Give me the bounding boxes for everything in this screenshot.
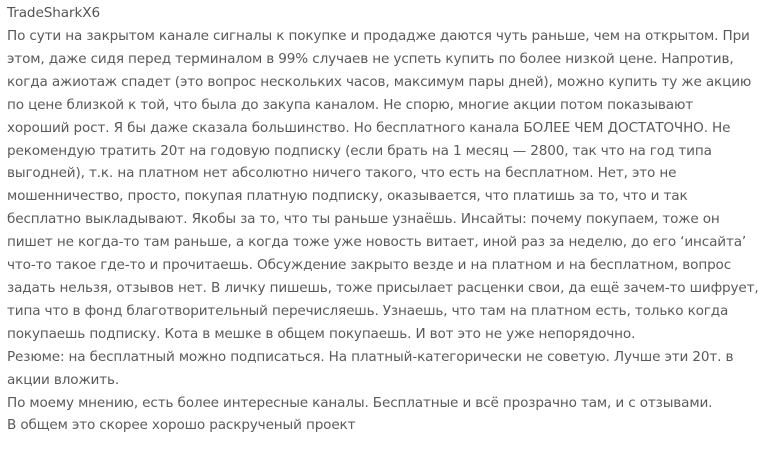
comment-body <box>7 25 759 437</box>
comment-paragraph: В общем это скорее хорошо раскрученый проект <box>7 417 356 434</box>
comment <box>7 2 759 437</box>
comment-paragraph: По сути на закрытом канале сигналы к покупке и продадже даются чуть раньше, чем на открытом. При этом, даже сидя перед терминалом в 99% случаев не успеть купить по более низкой цене. Напротив, когда ажиотаж спадет (это вопрос нескольких часов, максимум пары дней), можно купить ту же акцию по цене близкой к той, что была до закупа каналом. Не спорю, многие акции потом показывают хороший рост. Я бы даже сказала большинство. Но бесплатного канала БОЛЕЕ ЧЕМ ДОСТАТОЧНО. Не рекомендую тратить 20т на годовую подписку (если брать на 1 месяц — 2800, так что на год типа выгодней), т.к. на платном нет абсолютно ничего такого, что есть на бесплатном. Нет, это не мошенничество, просто, покупая платную подписку, оказывается, что платишь за то, что и так бесплатно выкладывают. Якобы за то, что ты раньше узнаёшь. Инсайты: почему покупаем, тоже он пишет не когда-то там раньше, а когда тоже уже новость витает, иной раз за неделю, до его ‘инсайта’ что-то такое где-то и прочитаешь. Обсуждение закрыто везде и на платном и на бесплатном, вопрос задать нельзя, отзывов нет. В личку пишешь, тоже присылает расценки свои, да ещё зачем-то шифрует, типа что в фонд благотворительный перечисляешь. Узнаешь, что там на платном есть, только когда покупаешь подписку. Кота в мешке в общем покупаешь. И вот это не уже непорядочно. <box>7 28 759 342</box>
comment-author: TradeSharkX6 <box>7 5 101 21</box>
comment-paragraph: Резюме: на бесплатный можно подписаться. На платный-категорически не советую. Лучше эти 20т. в акции вложить. <box>7 348 734 388</box>
comment-paragraph: По моему мнению, есть более интересные каналы. Бесплатные и всё прозрачно там, и с отзывами. <box>7 394 713 411</box>
